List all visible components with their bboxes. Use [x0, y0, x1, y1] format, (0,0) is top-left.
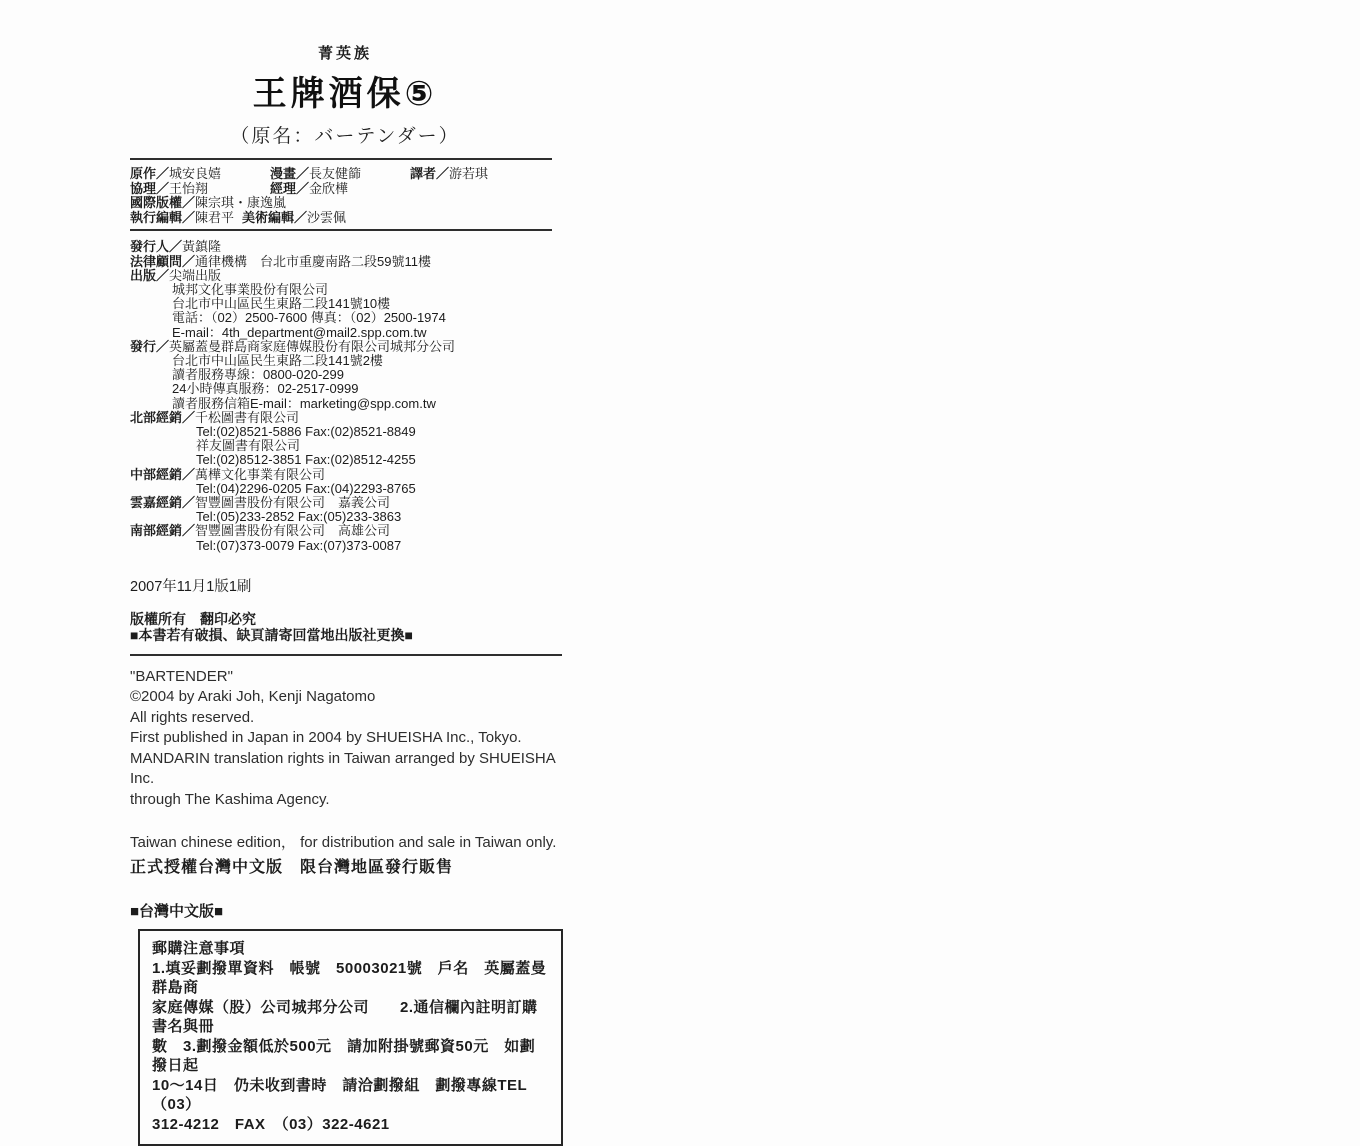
credit-label: 譯者／: [410, 166, 450, 181]
credit-value: 游若琪: [449, 166, 489, 181]
publishing-line: [130, 439, 575, 453]
credit-value: 陳宗琪・康逸嵐: [195, 195, 287, 211]
credit-value: 城安良嬉: [169, 166, 222, 181]
credit-value: 沙雲佩: [307, 209, 347, 225]
mail-order-line: 家庭傳媒（股）公司城邦分公司 2.通信欄內註明訂購書名與冊: [152, 998, 538, 1036]
publishing-line: [130, 311, 575, 325]
credit-label: 執行編輯／: [130, 209, 196, 225]
publishing-line: [130, 482, 575, 496]
publishing-line: [130, 297, 575, 311]
credit-item: [242, 211, 346, 226]
damaged-book-notice: ■本書若有破損、缺頁請寄回當地出版社更換■: [130, 627, 413, 644]
credit-label: 原作／: [130, 166, 170, 181]
publishing-block: [130, 240, 575, 552]
publishing-text: Tel:(04)2296-0205 Fax:(04)2293-8765: [196, 480, 416, 496]
credit-value: 長友健篩: [309, 166, 362, 181]
publishing-line: [130, 496, 575, 510]
publishing-text: 尖端出版: [169, 267, 222, 283]
copyright-notice: 版權所有 翻印必究: [130, 610, 256, 627]
english-line: ©2004 by Araki Joh, Kenji Nagatomo: [130, 688, 376, 706]
credit-item: [270, 166, 362, 182]
publishing-line: [130, 326, 575, 340]
publishing-line: [130, 397, 575, 411]
publishing-line: [130, 269, 575, 283]
publishing-label: 南部經銷／: [130, 523, 196, 539]
divider: [130, 229, 552, 231]
english-line: through The Kashima Agency.: [130, 790, 330, 808]
credit-item: [130, 167, 270, 182]
divider: [130, 158, 552, 160]
english-line: MANDARIN translation rights in Taiwan arranged by SHUEISHA Inc.: [130, 749, 555, 788]
mail-order-line: 數 3.劃撥金額低於500元 請加附掛號郵資50元 如劃撥日起: [152, 1037, 536, 1075]
publishing-label: 中部經銷／: [130, 466, 196, 482]
credits-row: [130, 167, 575, 182]
divider: [130, 654, 562, 656]
publishing-line: [130, 240, 575, 254]
publishing-line: [130, 368, 575, 382]
mail-order-title: 郵購注意事項: [152, 940, 246, 958]
publishing-text: 電話：（02）2500-7600 傳真：（02）2500-1974: [172, 310, 446, 326]
credit-label: 美術編輯／: [242, 209, 308, 225]
credit-value: 王怡翔: [169, 180, 209, 196]
mail-order-box: [138, 929, 563, 1146]
english-line: "BARTENDER": [130, 667, 233, 685]
mail-order-line: 312-4212 FAX （03）322-4621: [152, 1115, 390, 1133]
credits-row: [130, 182, 575, 197]
publishing-text: 英屬蓋曼群島商家庭傳媒股份有限公司城邦分公司: [169, 338, 456, 354]
publishing-text: E-mail：4th_department@mail2.spp.com.tw: [172, 324, 427, 340]
publishing-line: [130, 354, 575, 368]
publishing-line: [130, 468, 575, 482]
credit-item: [130, 196, 286, 211]
taiwan-edition-chinese: 正式授權台灣中文版 限台灣地區發行販售: [130, 859, 454, 877]
publishing-text: 台北市中山區民生東路二段141號2樓: [172, 353, 383, 368]
credit-value: 陳君平: [195, 209, 235, 225]
publishing-text: 讀者服務專線：0800-020-299: [172, 367, 344, 383]
credits-row: [130, 211, 575, 226]
publishing-line: [130, 255, 575, 269]
publishing-line: [130, 453, 575, 467]
english-line: All rights reserved.: [130, 708, 255, 726]
credit-item: [410, 167, 488, 182]
mail-order-line: 10～14日 仍未收到書時 請洽劃撥組 劃撥專線TEL （03）: [152, 1076, 543, 1114]
publishing-label: 發行人／: [130, 239, 183, 255]
credit-label: 經理／: [270, 180, 310, 196]
publishing-text: 讀者服務信箱E-mail：marketing@spp.com.tw: [172, 395, 436, 411]
credit-item: [130, 182, 270, 197]
series-label: 菁英族: [317, 45, 372, 62]
publishing-line: [130, 411, 575, 425]
credits-block: [130, 167, 575, 225]
publishing-text: 祥友圖書有限公司: [196, 438, 301, 454]
publishing-text: 城邦文化事業股份有限公司: [172, 281, 329, 297]
credit-label: 漫畫／: [270, 166, 310, 181]
publishing-label: 出版／: [130, 267, 170, 283]
colophon-page: [130, 30, 575, 1146]
publishing-line: [130, 283, 575, 297]
original-title: （原名：バーテンダー）: [230, 126, 460, 147]
printing-date: 2007年11月1版1刷: [130, 578, 252, 595]
publishing-label: 法律顧問／: [130, 253, 196, 269]
publishing-text: 台北市中山區民生東路二段141號10樓: [172, 296, 391, 312]
publishing-text: 通律機構 台北市重慶南路二段59號11樓: [195, 253, 431, 269]
taiwan-edition-english: Taiwan chinese edition， for distribution and sale in Taiwan only.: [130, 834, 557, 852]
publishing-text: Tel:(07)373-0079 Fax:(07)373-0087: [196, 537, 402, 553]
publishing-text: 黃鎮隆: [182, 239, 222, 255]
mail-order-line: 1.填妥劃撥單資料 帳號 50003021號 戶名 英屬蓋曼群島商: [152, 959, 547, 997]
credit-value: 金欣樺: [309, 180, 349, 196]
publishing-line: [130, 425, 575, 439]
english-line: First published in Japan in 2004 by SHUEISHA Inc., Tokyo.: [130, 729, 522, 747]
credit-item: [270, 182, 348, 197]
publishing-line: [130, 382, 575, 396]
book-title: 王牌酒保⑤: [252, 75, 438, 113]
publishing-line: [130, 510, 575, 524]
publishing-text: 萬樺文化事業有限公司: [195, 466, 326, 482]
publishing-text: Tel:(02)8521-5886 Fax:(02)8521-8849: [196, 424, 416, 440]
publishing-text: 智豐圖書股份有限公司 嘉義公司: [195, 495, 391, 511]
publishing-text: Tel:(05)233-2852 Fax:(05)233-3863: [196, 509, 402, 525]
publishing-label: 雲嘉經銷／: [130, 495, 196, 511]
taiwan-edition-tag: ■台灣中文版■: [130, 903, 224, 921]
publishing-label: 發行／: [130, 338, 170, 354]
credit-label: 國際版權／: [130, 195, 196, 211]
publishing-line: [130, 524, 575, 538]
publishing-line: [130, 539, 575, 553]
book-header: [130, 42, 560, 148]
publishing-label: 北部經銷／: [130, 409, 196, 425]
credit-label: 協理／: [130, 180, 170, 196]
publishing-text: 24小時傳真服務：02-2517-0999: [172, 381, 359, 397]
credit-item: [130, 211, 234, 226]
publishing-text: 千松圖書有限公司: [195, 409, 300, 425]
english-copyright-block: [130, 667, 575, 811]
publishing-line: [130, 340, 575, 354]
credits-row: [130, 196, 575, 211]
publishing-text: Tel:(02)8512-3851 Fax:(02)8512-4255: [196, 452, 416, 468]
publishing-text: 智豐圖書股份有限公司 高雄公司: [195, 523, 391, 539]
